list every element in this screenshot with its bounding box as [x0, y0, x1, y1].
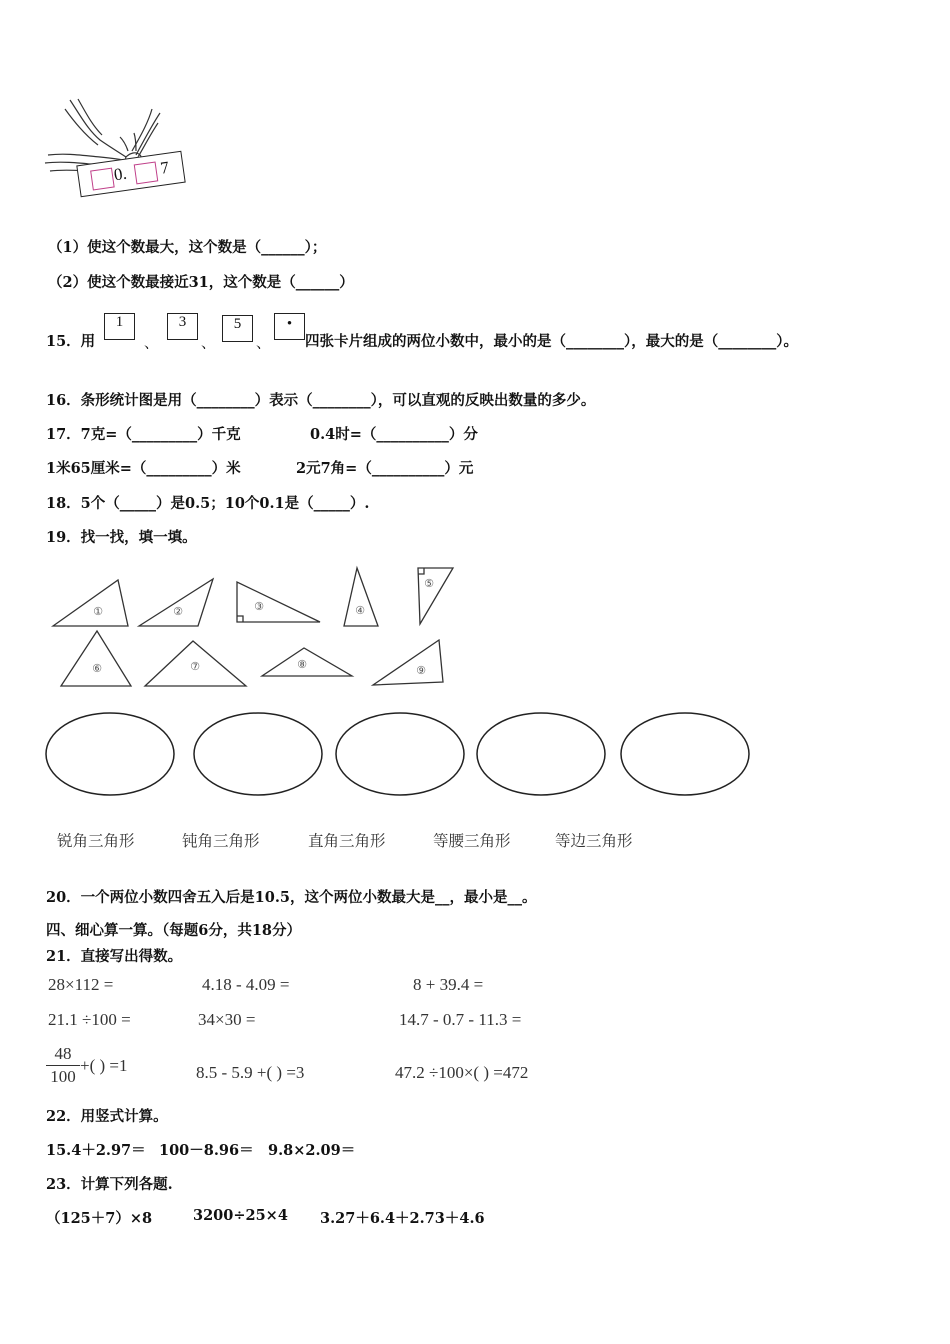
oval-right — [336, 713, 464, 795]
triangle-label-7: ⑦ — [190, 660, 200, 673]
q23-item-2: 3200÷25×4 — [193, 1207, 288, 1224]
q15-sep-2: 、 — [201, 336, 216, 352]
triangles-figure — [40, 560, 460, 695]
triangle-3 — [237, 582, 320, 622]
triangle-label-5: ⑤ — [424, 577, 434, 590]
triangle-label-6: ⑥ — [92, 662, 102, 675]
q21-r3-a-tail: +( ) =1 — [80, 1056, 128, 1075]
q15-suffix: 四张卡片组成的两位小数中，最小的是（________），最大的是（________）。 — [305, 333, 798, 350]
right-angle-mark-3 — [237, 616, 243, 622]
q14-part2: （2）使这个数最接近31，这个数是（______） — [48, 274, 354, 291]
q17-line2-b: 2元7角=（__________）元 — [296, 460, 474, 477]
category-label-obtuse: 钝角三角形 — [182, 832, 260, 850]
triangle-2 — [139, 579, 213, 626]
q14-part1: （1）使这个数最大，这个数是（______）； — [48, 239, 327, 256]
q21-r3-c: 47.2 ÷100×( ) =472 — [395, 1063, 529, 1082]
triangle-9 — [373, 640, 443, 685]
section4-title: 四、细心算一算。（每题6分，共18分） — [46, 922, 302, 939]
blank-box-2 — [134, 161, 159, 184]
triangle-6 — [61, 631, 131, 686]
category-label-acute: 锐角三角形 — [57, 832, 135, 850]
q21-r1-a: 28×112 = — [48, 975, 114, 994]
digit-card-1 — [104, 313, 135, 340]
card-digit: 7 — [159, 157, 171, 178]
category-label-isosceles: 等腰三角形 — [433, 832, 511, 850]
q22-item-2: 100－8.96＝ — [159, 1142, 254, 1159]
digit-card-3-text: 3 — [178, 314, 187, 330]
q17-line1-b: 0.4时=（__________）分 — [310, 426, 478, 443]
q21-r2-b: 34×30 = — [198, 1010, 256, 1029]
digit-card-dot — [274, 313, 305, 340]
q21-fraction — [46, 1044, 80, 1087]
triangle-label-2: ② — [173, 605, 183, 618]
q21-r1-b: 4.18 - 4.09 = — [202, 975, 290, 994]
oval-obtuse — [194, 713, 322, 795]
triangle-1 — [53, 580, 128, 626]
q17-line2-a: 1米65厘米=（_________）米 — [46, 460, 241, 477]
q15-sep-1: 、 — [144, 336, 159, 352]
category-label-right: 直角三角形 — [308, 832, 386, 850]
q22-title: 22．用竖式计算。 — [46, 1108, 168, 1125]
q21-title: 21．直接写出得数。 — [46, 948, 183, 965]
q19-title: 19．找一找，填一填。 — [46, 529, 197, 546]
triangle-4 — [344, 568, 378, 626]
oval-isosceles — [477, 713, 605, 795]
oval-acute — [46, 713, 174, 795]
triangle-label-9: ⑨ — [416, 664, 426, 677]
q16-text: 16．条形统计图是用（________）表示（________），可以直观的反映出数量的多少。 — [46, 392, 596, 409]
q15-prefix: 15．用 — [46, 333, 96, 350]
q22-item-1: 15.4＋2.97＝ — [46, 1142, 146, 1159]
q18-text: 18．5个（_____）是0.5；10个0.1是（_____）. — [46, 495, 370, 512]
q21-r3-b: 8.5 - 5.9 +( ) =3 — [196, 1063, 305, 1082]
q22-item-3: 9.8×2.09＝ — [268, 1142, 356, 1159]
triangle-label-4: ④ — [355, 604, 365, 617]
category-label-equilateral: 等边三角形 — [555, 832, 633, 850]
blank-box-1 — [90, 168, 115, 191]
digit-card-5 — [222, 315, 253, 342]
q15-sep-3: 、 — [256, 336, 271, 352]
q21-r2-c: 14.7 - 0.7 - 11.3 = — [399, 1010, 522, 1029]
category-ovals — [40, 708, 760, 803]
oval-equilateral — [621, 713, 749, 795]
q21-r2-a: 21.1 ÷100 = — [48, 1010, 131, 1029]
triangle-8 — [262, 648, 352, 676]
q21-r1-c: 8 + 39.4 = — [413, 975, 484, 994]
q23-item-1: （125＋7）×8 — [46, 1210, 153, 1227]
digit-card-dot-text: • — [286, 316, 293, 332]
q20-text: 20．一个两位小数四舍五入后是10.5，这个两位小数最大是__，最小是__。 — [46, 889, 537, 906]
fraction-numerator: 48 — [54, 1044, 72, 1063]
digit-card-3 — [167, 313, 198, 340]
digit-card-5-text: 5 — [233, 316, 242, 332]
right-angle-mark-5 — [418, 568, 424, 574]
triangle-label-8: ⑧ — [297, 658, 307, 671]
fraction-denominator: 100 — [50, 1067, 76, 1086]
q23-item-3: 3.27＋6.4＋2.73＋4.6 — [320, 1210, 485, 1227]
fraction-bar — [46, 1065, 80, 1066]
q17-line1-a: 17．7克=（_________）千克 — [46, 426, 241, 443]
q23-title: 23．计算下列各题. — [46, 1176, 173, 1193]
card-sep: 0. — [112, 163, 128, 185]
triangle-label-3: ③ — [254, 600, 264, 613]
triangle-label-1: ① — [93, 605, 103, 618]
digit-card-1-text: 1 — [115, 314, 124, 330]
